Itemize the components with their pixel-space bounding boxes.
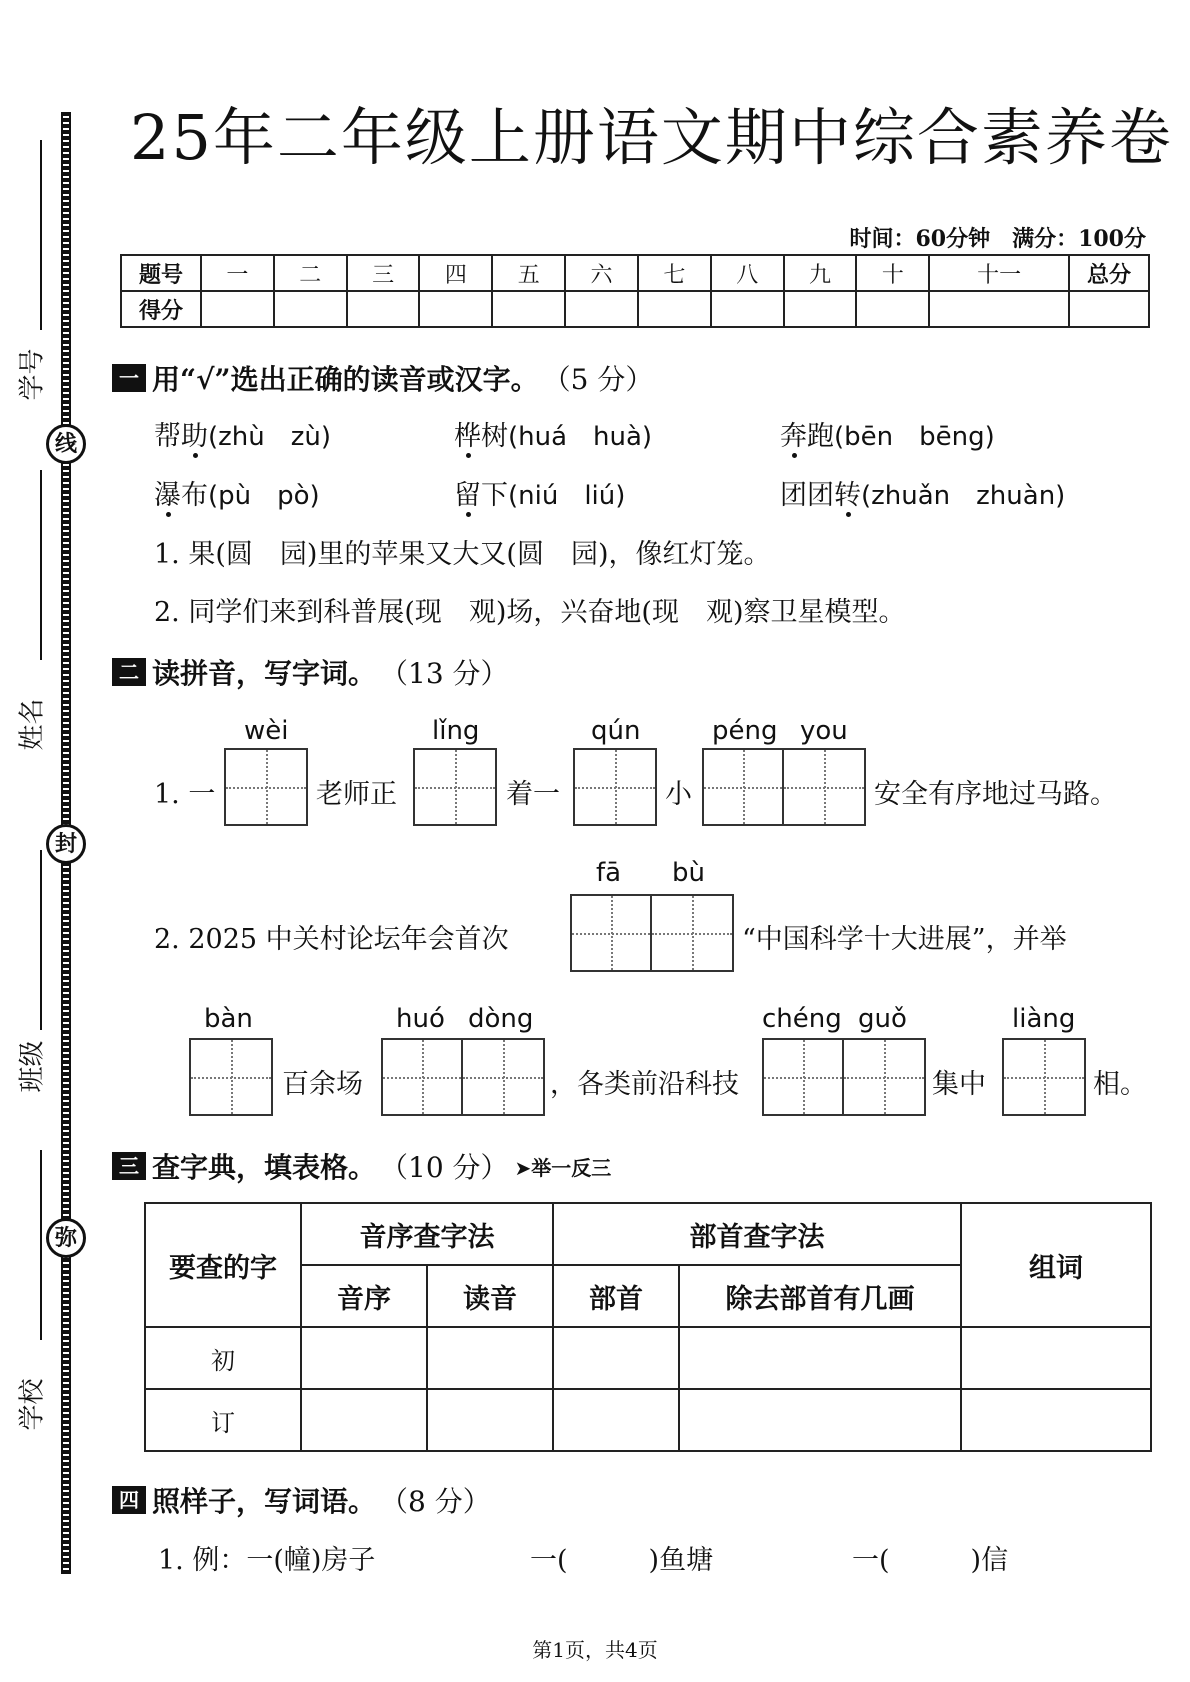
score-col: 六 — [565, 255, 638, 291]
pinyin-label: qún — [591, 716, 641, 746]
example-item: 1. 例：一(幢)房子 — [158, 1545, 376, 1576]
pinyin-label: fā — [596, 858, 622, 888]
section-3-heading — [112, 1146, 611, 1186]
section-points: （8 分） — [380, 1485, 491, 1518]
q2-3-text: 集中 — [932, 1069, 986, 1100]
dict-header-zuci: 组词 — [961, 1203, 1151, 1327]
fill-blank-item[interactable]: 一( )鱼塘 — [530, 1545, 714, 1576]
student-id-line — [40, 140, 42, 330]
page-title: 25年二年级上册语文期中综合素养卷 — [130, 101, 1173, 174]
dict-header-char: 要查的字 — [145, 1203, 301, 1327]
score-col: 五 — [492, 255, 565, 291]
score-cell[interactable] — [929, 291, 1069, 327]
dict-answer-cell[interactable] — [679, 1327, 961, 1389]
dict-header-row — [145, 1203, 1151, 1265]
writing-grid[interactable] — [702, 748, 866, 826]
q2-3-text: 百余场 — [282, 1069, 363, 1100]
score-cell[interactable] — [856, 291, 929, 327]
pinyin-label: péng — [712, 716, 778, 746]
score-col: 十一 — [929, 255, 1069, 291]
dict-header-yinxu-group: 音序查字法 — [301, 1203, 553, 1265]
pinyin-label: wèi — [244, 716, 289, 746]
score-col: 二 — [274, 255, 347, 291]
section-number: 二 — [112, 658, 146, 686]
pinyin-item[interactable]: 留下(niú liú) — [454, 480, 626, 511]
q2-2-suffix: “中国科学十大进展”，并举 — [742, 924, 1067, 955]
score-col: 一 — [201, 255, 274, 291]
score-cell[interactable] — [492, 291, 565, 327]
dict-row — [145, 1327, 1151, 1389]
writing-grid[interactable] — [573, 748, 657, 826]
seal-seal-circle: 封 — [46, 824, 86, 864]
dict-header-duyin: 读音 — [427, 1265, 553, 1327]
score-cell[interactable] — [711, 291, 784, 327]
score-row-label: 题号 — [121, 255, 201, 291]
score-cell[interactable] — [201, 291, 274, 327]
section-2-heading — [112, 652, 509, 692]
pinyin-label: bù — [672, 858, 705, 888]
dict-char: 初 — [145, 1327, 301, 1389]
dict-answer-cell[interactable] — [961, 1327, 1151, 1389]
q2-3-text: ，各类前沿科技 — [550, 1069, 739, 1100]
section-number: 一 — [112, 364, 146, 392]
pinyin-item[interactable]: 团团转(zhuǎn zhuàn) — [780, 480, 1066, 511]
seal-secret-circle: 弥 — [46, 1218, 86, 1258]
q2-1-text: 小 — [665, 779, 692, 810]
section-points: （10 分） — [380, 1151, 509, 1184]
dict-answer-cell[interactable] — [553, 1389, 679, 1451]
writing-grid[interactable] — [1002, 1038, 1086, 1116]
pinyin-item[interactable]: 帮助(zhù zù) — [154, 421, 332, 452]
dict-answer-cell[interactable] — [427, 1327, 553, 1389]
score-col-total: 总分 — [1069, 255, 1149, 291]
pinyin-label: you — [800, 716, 848, 746]
writing-grid[interactable] — [224, 748, 308, 826]
section-title: 读拼音，写字词。 — [152, 657, 377, 690]
fill-blank-item[interactable]: 一( )信 — [852, 1545, 1009, 1576]
score-cell[interactable] — [1069, 291, 1149, 327]
pinyin-item[interactable]: 瀑布(pù pò) — [154, 480, 320, 511]
seal-line-circle: 线 — [46, 424, 86, 464]
dict-header-strokes: 除去部首有几画 — [679, 1265, 961, 1327]
dict-answer-cell[interactable] — [553, 1327, 679, 1389]
score-cell[interactable] — [274, 291, 347, 327]
section-4-heading — [112, 1480, 491, 1520]
score-cell[interactable] — [638, 291, 711, 327]
score-cell[interactable] — [784, 291, 857, 327]
dict-header-bushou: 部首 — [553, 1265, 679, 1327]
score-cell[interactable] — [565, 291, 638, 327]
q2-3-text: 相。 — [1093, 1069, 1147, 1100]
score-header-row — [121, 255, 1149, 291]
section-number: 三 — [112, 1152, 146, 1180]
dict-answer-cell[interactable] — [679, 1389, 961, 1451]
score-cell[interactable] — [347, 291, 420, 327]
dict-row — [145, 1389, 1151, 1451]
q2-1-text: 安全有序地过马路。 — [874, 779, 1117, 810]
pinyin-label: guǒ — [858, 1004, 907, 1034]
score-value-row — [121, 291, 1149, 327]
dict-char: 订 — [145, 1389, 301, 1451]
dict-answer-cell[interactable] — [301, 1389, 427, 1451]
score-col: 十 — [856, 255, 929, 291]
q2-1-text: 老师正 — [316, 779, 397, 810]
q2-1-text: 着一 — [506, 779, 560, 810]
section-tag: ➤举一反三 — [514, 1155, 612, 1180]
question-1-1[interactable]: 1. 果(圆 园)里的苹果又大又(圆 园)，像红灯笼。 — [154, 539, 771, 570]
name-label: 姓名 — [17, 698, 48, 751]
pinyin-item[interactable]: 桦树(huá huà) — [454, 421, 653, 452]
name-line — [40, 470, 42, 660]
writing-grid[interactable] — [413, 748, 497, 826]
school-label: 学校 — [17, 1378, 48, 1431]
pinyin-label: chéng — [762, 1004, 842, 1034]
score-table — [120, 254, 1150, 328]
q2-1-prefix: 1. 一 — [154, 779, 216, 810]
writing-grid[interactable] — [762, 1038, 926, 1116]
q2-2-prefix: 2. 2025 中关村论坛年会首次 — [154, 924, 509, 955]
pinyin-label: lǐng — [432, 716, 480, 746]
dict-answer-cell[interactable] — [427, 1389, 553, 1451]
section-1-heading — [112, 358, 653, 398]
dict-answer-cell[interactable] — [301, 1327, 427, 1389]
score-cell[interactable] — [419, 291, 492, 327]
question-1-2[interactable]: 2. 同学们来到科普展(现 观)场，兴奋地(现 观)察卫星模型。 — [154, 597, 906, 628]
score-col: 四 — [419, 255, 492, 291]
pinyin-label: huó — [396, 1004, 445, 1034]
dict-header-bushou-group: 部首查字法 — [553, 1203, 961, 1265]
dictionary-table — [144, 1202, 1152, 1452]
pinyin-item[interactable]: 奔跑(bēn bēng) — [780, 421, 995, 452]
section-points: （5 分） — [542, 363, 654, 396]
score-col: 七 — [638, 255, 711, 291]
dict-answer-cell[interactable] — [961, 1389, 1151, 1451]
section-number: 四 — [112, 1486, 146, 1514]
score-col: 九 — [784, 255, 857, 291]
score-col: 八 — [711, 255, 784, 291]
student-id-label: 学号 — [17, 348, 48, 401]
writing-grid[interactable] — [570, 894, 734, 972]
section-title: 用“√”选出正确的读音或汉字。 — [152, 363, 539, 396]
class-label: 班级 — [17, 1040, 48, 1093]
section-title: 照样子，写词语。 — [152, 1485, 377, 1518]
score-col: 三 — [347, 255, 420, 291]
class-line — [40, 850, 42, 1030]
section-points: （13 分） — [380, 657, 509, 690]
section-title: 查字典，填表格。 — [152, 1151, 377, 1184]
writing-grid[interactable] — [189, 1038, 273, 1116]
school-line — [40, 1150, 42, 1340]
dict-header-yinxu: 音序 — [301, 1265, 427, 1327]
writing-grid[interactable] — [381, 1038, 545, 1116]
pinyin-label: bàn — [204, 1004, 253, 1034]
pinyin-label: liàng — [1012, 1004, 1076, 1034]
pinyin-label: dòng — [468, 1004, 534, 1034]
exam-meta: 时间：60分钟 满分：100分 — [849, 226, 1146, 252]
page-footer: 第1页，共4页 — [532, 1638, 658, 1662]
score-row-label: 得分 — [121, 291, 201, 327]
